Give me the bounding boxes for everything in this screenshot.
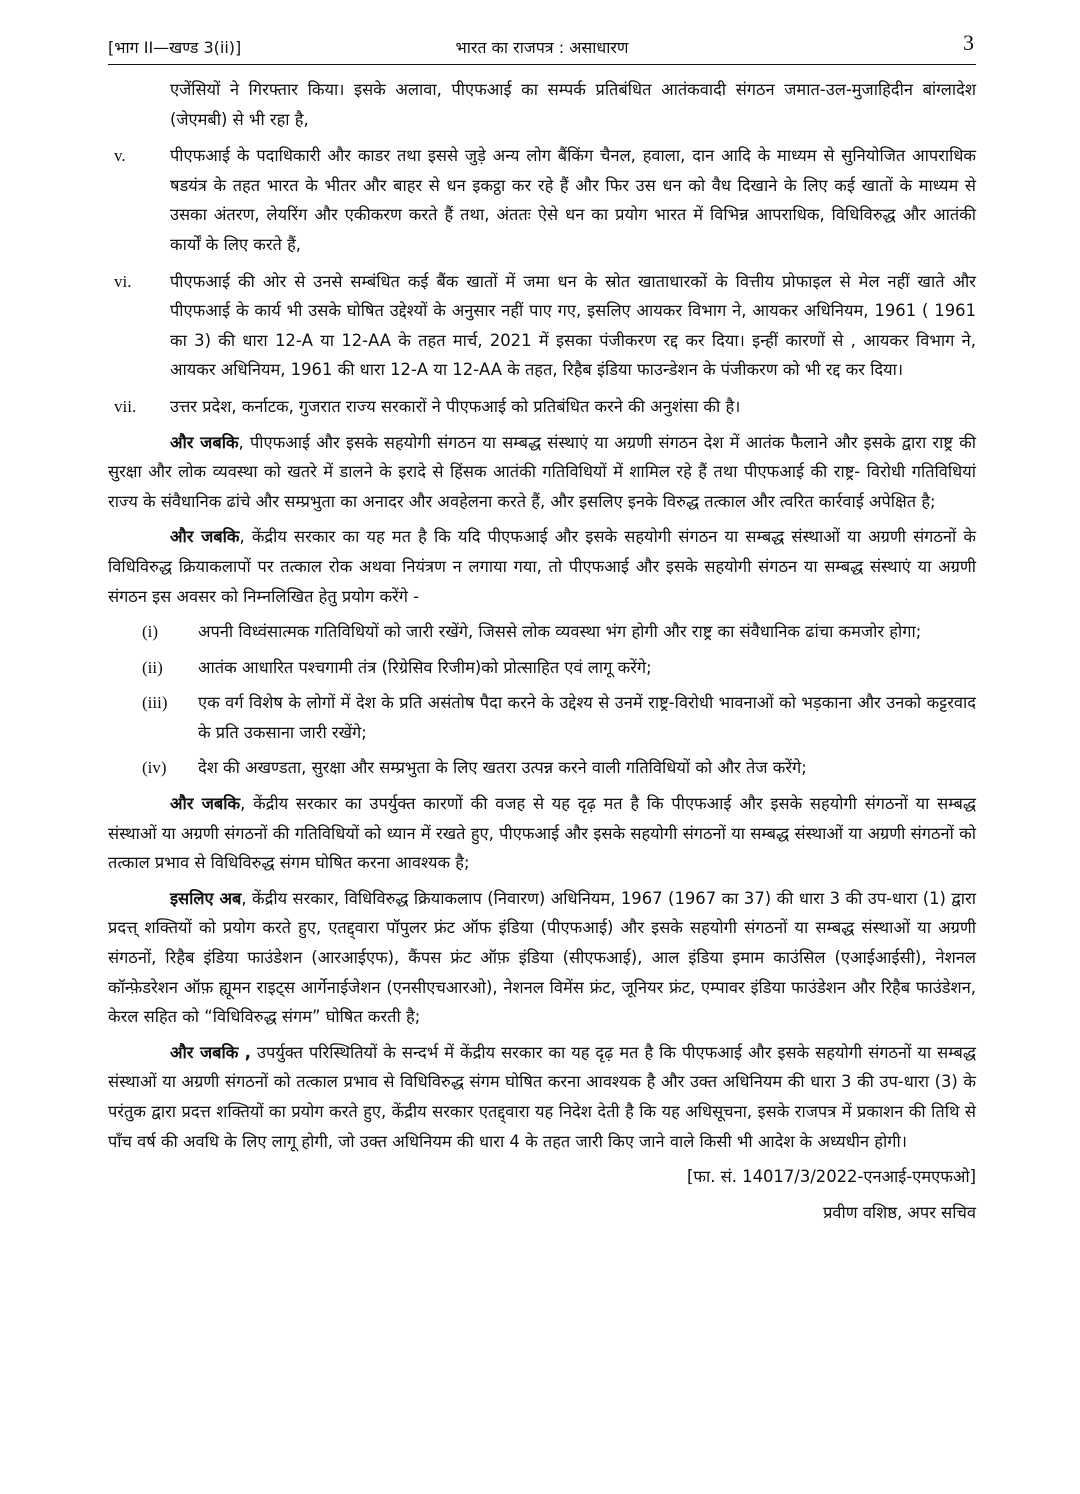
now-therefore-paragraph [108, 884, 976, 1032]
item-number: vii. [114, 396, 137, 416]
notification-body [108, 75, 976, 1227]
gazette-title: भारत का राजपत्र : असाधारण [455, 38, 629, 57]
whereas-paragraph-4 [108, 1038, 976, 1156]
sub-item-text: देश की अखण्डता, सुरक्षा और सम्प्रभुता के लिए खतरा उत्पन्न करने वाली गतिविधियों को और तेज करेंगे; [198, 758, 807, 778]
sub-item-text: एक वर्ग विशेष के लोगों में देश के प्रति असंतोष पैदा करने के उद्देश्य से उनमें राष्ट्र-विरोधी भावनाओं को भड़काना और उनको कट्टरवाद के प्रति उकसाना जारी रखेंगे; [198, 693, 976, 742]
paragraph-text: , केंद्रीय सरकार, विधिविरुद्ध क्रियाकलाप (निवारण) अधिनियम, 1967 (1967 का 37) की धारा 3 की उप-धारा (1) द्वारा प्रदत्त् शक्तियों को प्रयोग करते हुए, एतद्द्वारा पॉपुलर फ्रंट ऑफ इंडिया (पीएफआई) और इसके सहयोगी संगठनों या सम्बद्ध संस्थाओं या अग्रणी संगठनों, रिहैब इंडिया फाउंडेशन (आरआईएफ), कैंपस फ्रंट ऑफ़ इंडिया (सीएफआई), आल इंडिया इमाम काउंसिल (एआईआईसी), नेशनल कॉन्फ़ेडरेशन ऑफ़ ह्यूमन राइट्स आर्गेनाईजेशन (एनसीएचआरओ), नेशनल विमेंस फ्रंट, जूनियर फ्रंट, एम्पावर इंडिया फाउंडेशन और रिहैब फाउंडेशन, केरल सहित को “विधिविरुद्ध संगम” घोषित करती है; [108, 888, 976, 1027]
sub-item-number: (i) [142, 622, 159, 642]
paragraph-lead: और जबकि [170, 432, 239, 452]
paragraph-text: , केंद्रीय सरकार का उपर्युक्त कारणों की वजह से यह दृढ़ मत है कि पीएफआई और इसके सहयोगी संगठनों या सम्बद्ध संस्थाओं या अग्रणी संगठनों की गतिविधियों को ध्यान में रखते हुए, पीएफआई और इसके सहयोगी संगठनों या सम्बद्ध संस्थाओं या अग्रणी संगठनों को तत्काल प्रभाव से विधिविरुद्ध संगम घोषित करना आवश्यक है; [108, 794, 976, 873]
paragraph-lead: और जबकि [170, 527, 240, 547]
sub-item [108, 653, 976, 683]
sub-item-number: (iii) [142, 693, 168, 713]
list-item [108, 141, 976, 259]
whereas-paragraph-3 [108, 789, 976, 878]
paragraph-lead: इसलिए अब [170, 888, 242, 908]
sub-item-text: आतंक आधारित पश्चगामी तंत्र (रिग्रेसिव रिजीम)को प्रोत्साहित एवं लागू करेंगे; [198, 657, 652, 677]
page-header [108, 30, 976, 65]
paragraph-text: उपर्युक्त परिस्थितियों के सन्दर्भ में केंद्रीय सरकार का यह दृढ़ मत है कि पीएफआई और इसके सहयोगी संगठनों या सम्बद्ध संस्थाओं या अग्रणी संगठनों को तत्काल प्रभाव से विधिविरुद्ध संगम घोषित करना आवश्यक है और उक्त अधिनियम की धारा 3 की उप-धारा (3) के परंतुक द्वारा प्रदत्त शक्तियों का प्रयोग करते हुए, केंद्रीय सरकार एतद्द्वारा यह निदेश देती है कि यह अधिसूचना, इसके राजपत्र में प्रकाशन की तिथि से पाँच वर्ष की अवधि के लिए लागू होगी, जो उक्त अधिनियम की धारा 4 के तहत जारी किए जाने वाले किसी भी आदेश के अध्यधीन होगी। [108, 1042, 976, 1151]
paragraph-lead: और जबकि [170, 794, 241, 814]
sub-item-text: अपनी विध्वंसात्मक गतिविधियों को जारी रखेंगे, जिससे लोक व्यवस्था भंग होगी और राष्ट्र का संवैधानिक ढांचा कमजोर होगा; [198, 622, 922, 642]
paragraph-text: , केंद्रीय सरकार का यह मत है कि यदि पीएफआई और इसके सहयोगी संगठन या सम्बद्ध संस्थाओं या अग्रणी संगठनों के विधिविरुद्ध क्रियाकलापों पर तत्काल रोक अथवा नियंत्रण न लगाया गया, तो पीएफआई और इसके सहयोगी संगठन या सम्बद्ध संस्थाएं या अग्रणी संगठन इस अवसर को निम्नलिखित हेतु प्रयोग करेंगे - [108, 527, 976, 606]
list-item [108, 392, 976, 422]
section-label: [भाग II—खण्ड 3(ii)] [108, 38, 242, 57]
item-text: पीएफआई की ओर से उनसे सम्बंधित कई बैंक खातों में जमा धन के स्रोत खाताधारकों के वित्तीय प्रोफाइल से मेल नहीं खाते और पीएफआई के कार्य भी उसके घोषित उद्देश्यों के अनुसार नहीं पाए गए, इसलिए आयकर विभाग ने, आयकर अधिनियम, 1961 ( 1961 का 3) की धारा 12-A या 12-AA के तहत मार्च, 2021 में इसका पंजीकरण रद्द कर दिया। इन्हीं कारणों से , आयकर विभाग ने, आयकर अधिनियम, 1961 की धारा 12-A या 12-AA के तहत, रिहैब इंडिया फाउन्डेशन के पंजीकरण को भी रद्द कर दिया। [170, 271, 976, 380]
whereas-paragraph-1 [108, 428, 976, 517]
sub-item [108, 753, 976, 783]
gazette-page [0, 30, 1080, 1494]
whereas-paragraph-2 [108, 522, 976, 611]
paragraph-text: , पीएफआई और इसके सहयोगी संगठन या सम्बद्ध संस्थाएं या अग्रणी संगठन देश में आतंक फैलाने और इसके द्वारा राष्ट्र की सुरक्षा और लोक व्यवस्था को खतरे में डालने के इरादे से हिंसक आतंकी गतिविधियों में शामिल रहे हैं तथा पीएफआई की राष्ट्र- विरोधी गतिविधियां राज्य के संवैधानिक ढांचे और सम्प्रभुता का अनादर और अवहेलना करते हैं, और इसलिए इनके विरुद्ध तत्काल और त्वरित कार्रवाई अपेक्षित है; [108, 432, 976, 511]
sub-item [108, 617, 976, 647]
page-number: 3 [963, 30, 974, 55]
item-number: v. [114, 146, 126, 166]
sub-item [108, 688, 976, 747]
item-text: पीएफआई के पदाधिकारी और काडर तथा इससे जुड़े अन्य लोग बैंकिंग चैनल, हवाला, दान आदि के माध्यम से सुनियोजित आपराधिक षडयंत्र के तहत भारत के भीतर और बाहर से धन इकट्ठा कर रहे हैं और फिर उस धन को वैध दिखाने के लिए कई खातों के माध्यम से उसका अंतरण, लेयरिंग और एकीकरण करते हैं तथा, अंततः ऐसे धन का प्रयोग भारत में विभिन्न आपराधिक, विधिविरुद्ध और आतंकी कार्यों के लिए करते हैं, [170, 146, 976, 254]
file-number: [फा. सं. 14017/3/2022-एनआई-एमएफओ] [686, 1167, 976, 1187]
list-item [108, 267, 976, 385]
item-number: vi. [114, 271, 132, 291]
sub-item-number: (ii) [142, 657, 163, 677]
item-text: उत्तर प्रदेश, कर्नाटक, गुजरात राज्य सरकारों ने पीएफआई को प्रतिबंधित करने की अनुशंसा की है। [170, 396, 741, 416]
continuation-text: एजेंसियों ने गिरफ्तार किया। इसके अलावा, पीएफआई का सम्पर्क प्रतिबंधित आतंकवादी संगठन जमात-उल-मुजाहिदीन बांग्लादेश (जेएमबी) से भी रहा है, [170, 80, 976, 129]
signatory: प्रवीण वशिष्ठ, अपर सचिव [823, 1202, 976, 1222]
paragraph-lead: और जबकि , [170, 1042, 252, 1062]
sub-item-number: (iv) [142, 758, 167, 778]
